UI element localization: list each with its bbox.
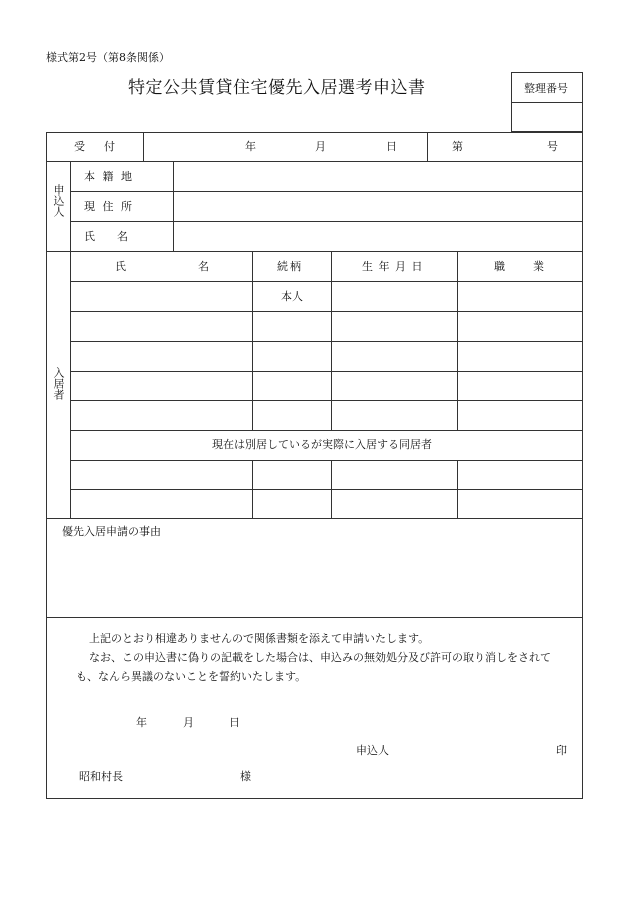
reference-number-label: 整理番号 <box>524 82 568 95</box>
page-title: 特定公共賃貸住宅優先入居選考申込書 <box>128 78 426 98</box>
header-job-left: 職 <box>494 260 505 273</box>
recipient-name: 昭和村長 <box>79 770 123 783</box>
date-year: 年 <box>136 716 147 729</box>
seal-mark: 印 <box>556 744 567 757</box>
declaration-line-1: 上記のとおり相違ありませんので関係書類を添えて申請いたします。 <box>89 632 430 645</box>
address-input[interactable] <box>174 192 580 220</box>
honseki-input[interactable] <box>174 163 580 190</box>
header-name-right: 名 <box>198 260 209 273</box>
header-birth: 生 年 月 日 <box>362 260 424 273</box>
reception-day: 日 <box>386 140 397 153</box>
reception-year: 年 <box>245 140 256 153</box>
header-relation: 続柄 <box>277 260 303 273</box>
applicant-field-name: 氏 名 <box>84 230 128 243</box>
reference-number-box <box>511 72 583 132</box>
reception-dai: 第 <box>452 140 463 153</box>
declaration-line-3: も、なんら異議のないことを誓約いたします。 <box>76 670 307 683</box>
reception-month: 月 <box>315 140 326 153</box>
reference-number-field[interactable] <box>512 103 582 131</box>
residents-block <box>46 251 583 519</box>
applicant-field-address: 現 住 所 <box>84 200 134 213</box>
date-day: 日 <box>229 716 240 729</box>
applicant-name-input[interactable] <box>174 222 580 250</box>
reception-label: 受 付 <box>74 140 119 153</box>
header-job-right: 業 <box>533 260 544 273</box>
reason-label: 優先入居申請の事由 <box>62 525 161 538</box>
reception-go: 号 <box>547 140 558 153</box>
applicant-field-honseki: 本 籍 地 <box>84 170 134 183</box>
form-code: 様式第2号（第8条関係） <box>46 51 170 64</box>
applicant-sign-label: 申込人 <box>356 744 389 757</box>
applicant-section-label: 申込人 <box>52 184 65 217</box>
date-month: 月 <box>183 716 194 729</box>
header-name-left: 氏 <box>115 260 126 273</box>
first-row-relation: 本人 <box>281 290 303 303</box>
residents-section-label: 入居者 <box>52 367 65 400</box>
separate-residents-label: 現在は別居しているが実際に入居する同居者 <box>212 438 432 451</box>
recipient-honorific: 様 <box>240 770 251 783</box>
declaration-line-2: なお、この申込書に偽りの記載をした場合は、申込みの無効処分及び許可の取り消しをされて <box>89 651 551 664</box>
